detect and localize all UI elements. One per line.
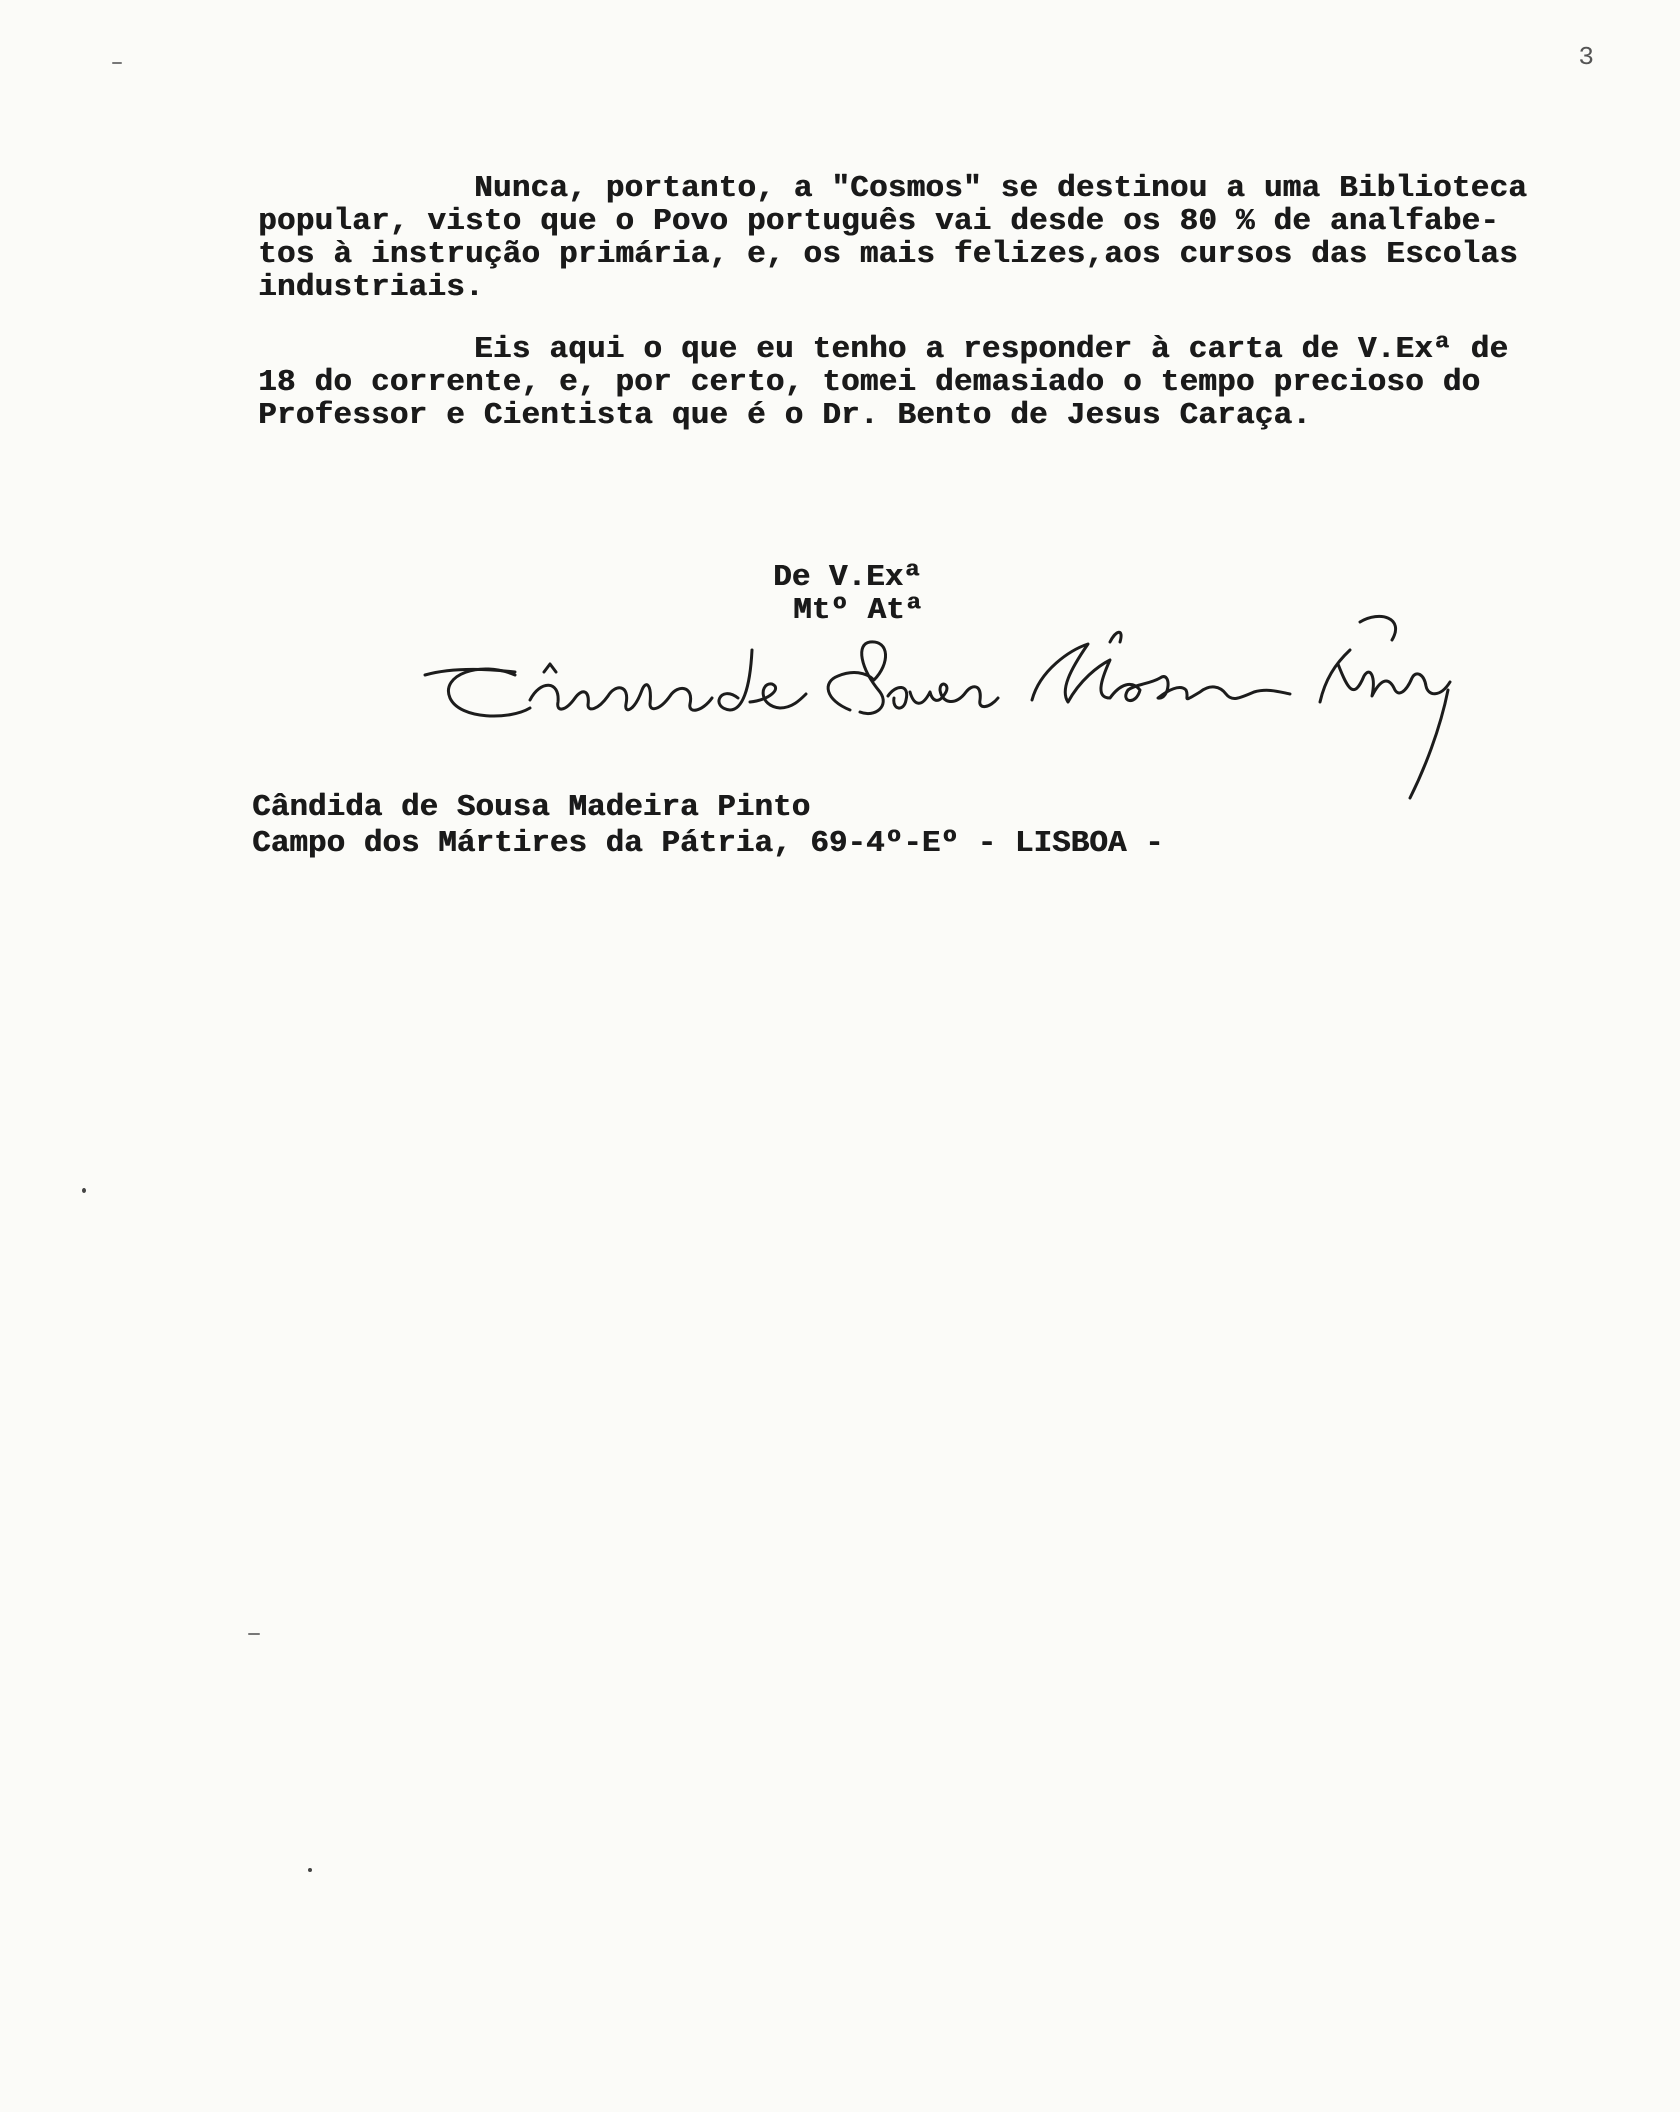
paragraph-2-line-3: Professor e Cientista que é o Dr. Bento de Jesus Caraça.	[258, 398, 1311, 433]
paragraph-2-line-2: 18 do corrente, e, por certo, tomei demasiado o tempo precioso do	[258, 365, 1481, 400]
sender-block	[252, 790, 1164, 862]
paragraph-1-line-2: popular, visto que o Povo português vai desde os 80 % de analfabe-	[258, 204, 1499, 239]
handwritten-signature	[420, 580, 1470, 820]
page-number: 3	[1578, 42, 1594, 72]
paragraph-1-line-1-text: Nunca, portanto, a "Cosmos" se destinou a uma Biblioteca	[474, 171, 1527, 206]
paragraph-1-line-1	[258, 172, 1598, 205]
scan-speck	[82, 1188, 86, 1193]
paragraph-2-line-1	[258, 333, 1598, 366]
paragraph-1	[258, 172, 1598, 304]
paragraph-2	[258, 333, 1598, 432]
closing-line-1: De V.Exª	[773, 560, 922, 595]
closing-line-2: Mtº Atª	[793, 593, 924, 628]
scan-speck	[248, 1633, 260, 1635]
sender-name: Cândida de Sousa Madeira Pinto	[252, 790, 811, 825]
paragraph-1-line-3: tos à instrução primária, e, os mais felizes,aos cursos das Escolas	[258, 237, 1518, 272]
sender-address: Campo dos Mártires da Pátria, 69-4º-Eº - LISBOA -	[252, 826, 1164, 861]
paragraph-2-line-1-text: Eis aqui o que eu tenho a responder à carta de V.Exª de	[474, 332, 1509, 367]
paragraph-1-line-4: industriais.	[258, 270, 484, 305]
scan-speck	[308, 1868, 312, 1872]
scan-speck	[112, 62, 122, 64]
